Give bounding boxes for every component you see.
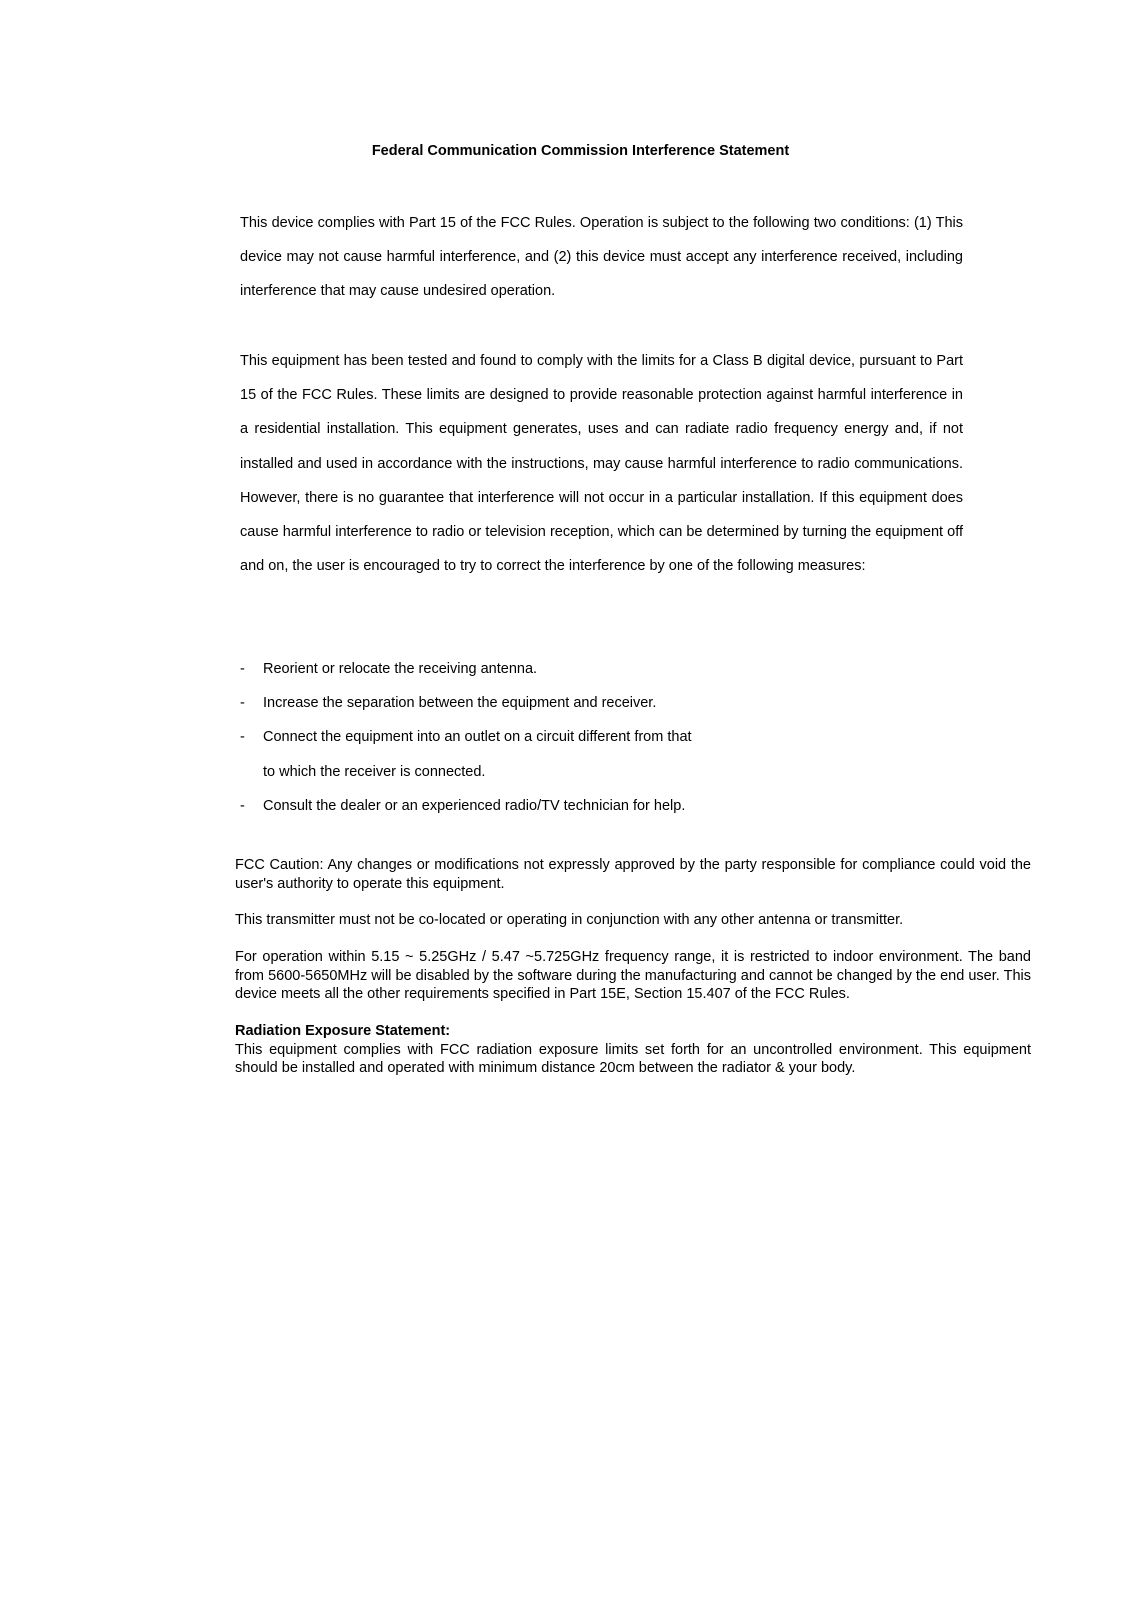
- radiation-heading: Radiation Exposure Statement:: [235, 1023, 451, 1039]
- colocation-text: This transmitter must not be co-located or operating in conjunction with any other antenna or transmitter.: [235, 912, 904, 928]
- fcc-caution-paragraph: [235, 856, 1031, 893]
- list-dash: -: [240, 661, 245, 677]
- testing-paragraph: [240, 344, 963, 583]
- list-item-continuation: [240, 755, 963, 789]
- radiation-exposure-section: [235, 1022, 1031, 1078]
- colocation-paragraph: [235, 911, 1031, 930]
- fcc-caution-text: FCC Caution: Any changes or modifications not expressly approved by the party responsible for compliance could void the user's authority to operate this equipment.: [235, 857, 1031, 892]
- measures-list: [240, 652, 963, 823]
- list-item-text: Reorient or relocate the receiving antenna.: [263, 661, 538, 677]
- list-item-text: Increase the separation between the equipment and receiver.: [263, 695, 657, 712]
- frequency-operation-text: For operation within 5.15 ~ 5.25GHz / 5.47 ~5.725GHz frequency range, it is restricted to indoor environment. The band from 5600-5650MHz will be disabled by the software during the manufacturing and cannot be changed by the end user. This device meets all the other requirements specified in Part 15E, Section 15.407 of the FCC Rules.: [235, 949, 1031, 1002]
- list-item: [240, 652, 963, 686]
- compliance-paragraph: [240, 206, 963, 309]
- list-item-text: Consult the dealer or an experienced radio/TV technician for help.: [263, 797, 686, 814]
- compliance-text: This device complies with Part 15 of the FCC Rules. Operation is subject to the following two conditions: (1) This device may not cause harmful interference, and (2) this device must accept any interference received, including interference that may cause undesired operation.: [240, 215, 963, 300]
- list-dash: -: [240, 797, 245, 814]
- list-item-text: to which the receiver is connected.: [263, 763, 486, 780]
- list-item: [240, 789, 963, 823]
- frequency-operation-paragraph: [235, 948, 1031, 1004]
- testing-text: This equipment has been tested and found to comply with the limits for a Class B digital device, pursuant to Part 15 of the FCC Rules. These limits are designed to provide reasonable protection against harmful interference in a residential installation. This equipment generates, uses and can radiate radio frequency energy and, if not installed and used in accordance with the instructions, may cause harmful interference to radio communications. However, there is no guarantee that interference will not occur in a particular installation. If this equipment does cause harmful interference to radio or television reception, which can be determined by turning the equipment off and on, the user is encouraged to try to correct the interference by one of the following measures:: [240, 353, 963, 575]
- list-dash: -: [240, 695, 245, 712]
- list-item: [240, 720, 963, 754]
- radiation-text: This equipment complies with FCC radiation exposure limits set forth for an uncontrolled environment. This equipment should be installed and operated with minimum distance 20cm between the radiator & your body.: [235, 1041, 1031, 1076]
- list-item-text: Connect the equipment into an outlet on a circuit different from that: [263, 729, 692, 746]
- list-dash: -: [240, 729, 245, 746]
- list-item: [240, 686, 963, 720]
- page-title: Federal Communication Commission Interference Statement: [371, 143, 790, 159]
